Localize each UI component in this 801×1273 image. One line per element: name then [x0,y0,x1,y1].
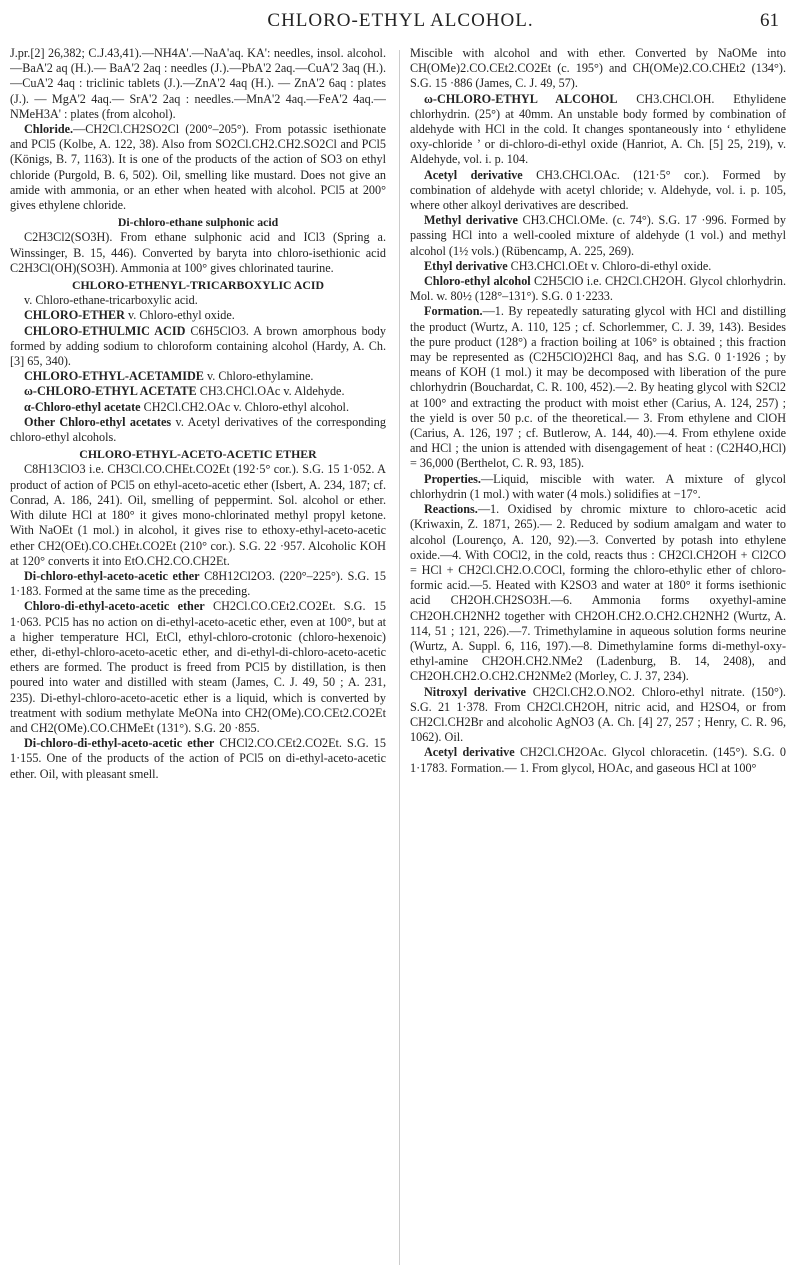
paragraph [410,259,786,274]
entry-heading: Acetyl derivative [424,745,515,760]
paragraph [410,92,786,168]
entry-heading: ω-CHLORO-ETHYL ALCOHOL [424,91,618,106]
paragraph-text: v. Acetyl derivatives of the corresponding chloro-ethyl alcohols. [10,414,386,445]
page-header [0,0,801,48]
paragraph-text: C8H13ClO3 i.e. CH3Cl.CO.CHEt.CO2Et (192·5° cor.). S.G. 15 1·052. A product of action of PCl5 on ethyl-aceto-acetic ether (Isbert, A. 234, 187; cf. Conrad, A. 186, 241). Oil, smelling of peppermint. Sol. alcohol or ether. With dilute HCl at 180° it gives mono-chlorinated methyl propyl ketone. With NaOEt (1 mol.) in alcohol, it gives rise to ethoxy-ethyl-aceto-acetic ether CH2(OEt).CO.CHEt.CO2Et (210° cor.). S.G. 22 ·957. Alcoholic KOH at 120° converts it into EtO.CH2.CO.CH2Et. [10,462,386,568]
paragraph-text: C2H3Cl2(SO3H). From ethane sulphonic acid and ICl3 (Spring a. Winssinger, B. 15, 446). Converted by baryta into chloro-isethionic acid C2H3Cl(OH)(SO3H). Ammonia at 100° gives chlorinated taurine. [10,230,386,275]
entry-heading: Properties. [424,471,481,486]
paragraph-text: C2H5ClO i.e. CH2Cl.CH2OH. Glycol chlorhydrin. Mol. w. 80½ (128°–131°). S.G. 0 1·2233. [410,274,786,304]
paragraph [10,415,386,445]
paragraph [410,213,786,259]
paragraph-text: J.pr.[2] 26,382; C.J.43,41).—NH4A'.—NaA'aq. KA': needles, insol. alcohol.—BaA'2 aq (H.).— BaA'2 2aq : needles (J.).—PbA'2 2aq.—CuA'2 3aq (H.).—CuA'2 4aq : triclinic tablets (J.).—ZnA'2 4aq (H.). — ZnA'2 6aq : plates (J.). — MgA'2 4aq.— SrA'2 2aq : needles.—MnA'2 4aq.—FeA'2 4aq.— NMeH3A' : plates (from alcohol). [10,46,386,121]
paragraph-text: Miscible with alcohol and with ether. Converted by NaOMe into CH(OMe)2.CO.CEt2.CO2Et (c. 195°) and CH(OMe)2.CO.CHEt2 (134°). S.G. 15 ·886 (James, C. J. 49, 57). [410,46,786,91]
paragraph [410,304,786,471]
paragraph [10,369,386,384]
paragraph [10,569,386,599]
entry-heading: Di-chloro-ethyl-aceto-acetic ether [24,568,200,583]
paragraph-text: CH3.CHCl.OEt v. Chloro-di-ethyl oxide. [507,258,712,273]
paragraph-text: v. Chloro-ethylamine. [203,369,314,384]
paragraph [410,274,786,304]
left-column [10,46,386,1268]
paragraph [410,46,786,92]
entry-heading: CHLORO-ETHULMIC ACID [24,323,186,338]
section-heading: CHLORO-ETHENYL-TRICARBOXYLIC ACID [71,278,325,293]
entry-heading: Di-chloro-di-ethyl-aceto-acetic ether [24,736,215,751]
paragraph-text: CH3.CHCl.OH. Ethylidene chlorhydrin. (25°) at 40mm. An unstable body formed by combination of aldehyde with HCl in the cold. It changes spontaneously into ‘ ethylidene oxy-chloride ’ or di-chloro-di-ethyl oxide (Hanriot, A. Ch. [5] 25, 219), v. Aldehyde, vol. i. p. 104. [410,91,786,167]
running-head: CHLORO-ETHYL ALCOHOL. [267,10,534,31]
entry-heading: Chloro-di-ethyl-aceto-acetic ether [24,599,205,614]
entry-heading: Reactions. [424,502,478,517]
paragraph [10,462,386,568]
paragraph-text: CH3.CHCl.OAc v. Aldehyde. [196,384,345,399]
paragraph-text: —CH2Cl.CH2SO2Cl (200°–205°). From potassic isethionate and PCl5 (Kolbe, A. 122, 38). Also from SO2Cl.CH2.CH2.SO2Cl and PCl5 (Königs, B. 7, 1163). It is one of the products of the action of SO3 on ethyl chloride (Purgold, B. 6, 502). Oil, smelling like mustard. Does not give an amide with ammonia, or an ether when heated with alcohol. PCl5 at 200° gives ethylene chloride. [10,122,386,213]
paragraph [10,230,386,276]
paragraph [410,502,786,684]
section-heading: Di-chloro-ethane sulphonic acid [117,215,279,230]
paragraph [10,324,386,370]
entry-heading: Nitroxyl derivative [424,684,526,699]
paragraph-text: v. Chloro-ethane-tricarboxylic acid. [24,293,198,308]
paragraph-text: CH3.CHCl.OMe. (c. 74°). S.G. 17 ·996. Formed by passing HCl into a well-cooled mixture of aldehyde (1 vol.) and methyl alcohol (1½ vols.) (Rübencamp, A. 225, 269). [410,213,786,258]
right-column [410,46,786,1268]
paragraph-text: —1. Oxidised by chromic mixture to chloro-acetic acid (Kriwaxin, Z. 1871, 265).— 2. Reduced by sodium amalgam and water to alcohol (Lourenço, A. 120, 92).—3. Converted by potash into ethylene oxide.—4. With COCl2, in the cold, reacts thus : CH2Cl.CH2OH + Cl2CO = HCl + CH2Cl.CH2.O.COCl, forming the chloro-ethylic ether of chloro-formic acid.—5. Heated with K2SO3 and water at 180° it forms isethionic acid CH2OH.CH2SO3H.—6. Ammonia forms oxyethyl-amine CH2OH.CH2NH2 together with CH2OH.CH2.O.CH2.CH2NH2 (Wurtz, A. 114, 51 ; 121, 226).—7. Trimethylamine in aqueous solution forms neurine (Wurtz, A. Suppl. 6, 116, 197).—8. Dimethylamine forms di-methyl-oxy-ethyl-amine CH2OH.CH2.NMe2 (Ladenburg, B. 14, 2408), and CH2OH.CH2.O.CH2.CH2NMe2 (Morley, C. J. 37, 234). [410,502,786,684]
paragraph-text: CHCl2.CO.CEt2.CO2Et. S.G. 15 1·155. One of the products of the action of PCl5 on di-ethyl-aceto-acetic ether. Oil, with pleasant smell. [10,736,386,781]
paragraph-text: CH3.CHCl.OAc. (121·5° cor.). Formed by combination of aldehyde with acetyl chloride; v. Aldehyde, vol. i. p. 105, where other alkoyl derivatives are described. [410,167,786,213]
paragraph-text: CH2Cl.CH2.OAc v. Chloro-ethyl alcohol. [140,399,349,414]
paragraph [10,46,386,122]
paragraph [10,599,386,736]
entry-heading: Formation. [424,304,483,319]
paragraph [410,472,786,502]
entry-heading: α-Chloro-ethyl acetate [24,399,141,414]
section-heading: CHLORO-ETHYL-ACETO-ACETIC ETHER [79,447,317,462]
paragraph [410,168,786,214]
paragraph [10,122,386,213]
paragraph [10,308,386,323]
paragraph-text: —Liquid, miscible with water. A mixture of glycol chlorhydrin (1 mol.) with water (4 mols.) solidifies at −17°. [410,471,786,501]
paragraph [10,400,386,415]
entry-heading: CHLORO-ETHYL-ACETAMIDE [24,369,204,384]
paragraph-text: v. Chloro-ethyl oxide. [124,308,235,323]
paragraph-text: CH2Cl.CH2OAc. Glycol chloracetin. (145°). S.G. 0 1·1783. Formation.— 1. From glycol, HOAc, and gaseous HCl at 100° [410,745,786,775]
entry-heading: ω-CHLORO-ETHYL ACETATE [24,384,197,399]
entry-heading: Methyl derivative [424,213,518,228]
paragraph-text: CH2Cl.CH2.O.NO2. Chloro-ethyl nitrate. (150°). S.G. 21 1·378. From CH2Cl.CH2OH, nitric acid, and H2SO4, or from CH2Cl.CH2Br and alcoholic AgNO3 (A. Ch. [4] 27, 257 ; Henry, C. R. 96, 1062). Oil. [410,684,786,745]
paragraph [410,685,786,746]
paragraph-text: CH2Cl.CO.CEt2.CO2Et. S.G. 15 1·063. PCl5 has no action on di-ethyl-aceto-acetic ether, even at 100°, but at a higher temperature HCl, EtCl, ethyl-chloro-crotonic (chloro-hexenoic) ether, di-ethyl-chloro-aceto-acetic ether, and di-ethyl-di-chloro-aceto-acetic ethers are formed. The product is freed from PCl5 by distillation, is then poured into water and distilled with steam (James, C. J. 49, 50 ; A. 231, 235). Di-ethyl-chloro-aceto-acetic ether is a liquid, which is converted by treatment with sodium methylate MeONa into CH2(OMe).CO.CEt2.CO2Et and CH2(OMe).CO.CHMeEt (131°). S.G. 20 ·855. [10,599,386,735]
entry-heading: Chloro-ethyl alcohol [424,274,531,289]
paragraph [10,384,386,399]
entry-heading: Acetyl derivative [424,167,523,182]
entry-heading: Chloride. [24,122,74,137]
paragraph [410,745,786,775]
paragraph [10,736,386,782]
paragraph-text: C6H5ClO3. A brown amorphous body formed by adding sodium to chloroform containing alcohol (Hardy, A. Ch. [3] 65, 340). [10,323,386,369]
paragraph-text: C8H12Cl2O3. (220°–225°). S.G. 15 1·183. Formed at the same time as the preceding. [10,568,386,599]
entry-heading: Other Chloro-ethyl acetates [24,414,172,429]
paragraph-text: —1. By repeatedly saturating glycol with HCl and distilling the product (Wurtz, A. 110, 125 ; cf. Schorlemmer, C. J. 39, 143). Besides the pure product (128°) a fraction boiling at 106° is obtained ; this fraction may be represented as (C2H5ClO)2HCl 8aq, and has S.G. 0 1·1926 ; by means of KOH (1 mol.) it may be decomposed with liberation of the pure chlorhydrin (Bouchardat, C. R. 100, 452).—2. By heating glycol with S2Cl2 at 100° and extracting the product with moist ether (Carius, A. 124, 257) ; the yield is over 50 p.c. of the theoretical.— 3. From ethylene and ClOH (Carius, A. 126, 197 ; cf. Butlerow, A. 144, 40).—4. From ethylene oxide and HCl ; the union is attended with disengagement of heat : (C2H4O,HCl) = 36,000 (Berthelot, C. R. 93, 185). [410,304,786,471]
entry-heading: CHLORO-ETHER [24,308,125,323]
entry-heading: Ethyl derivative [424,258,508,273]
page-number: 61 [760,10,779,31]
paragraph [10,293,386,308]
column-divider [399,50,400,1265]
